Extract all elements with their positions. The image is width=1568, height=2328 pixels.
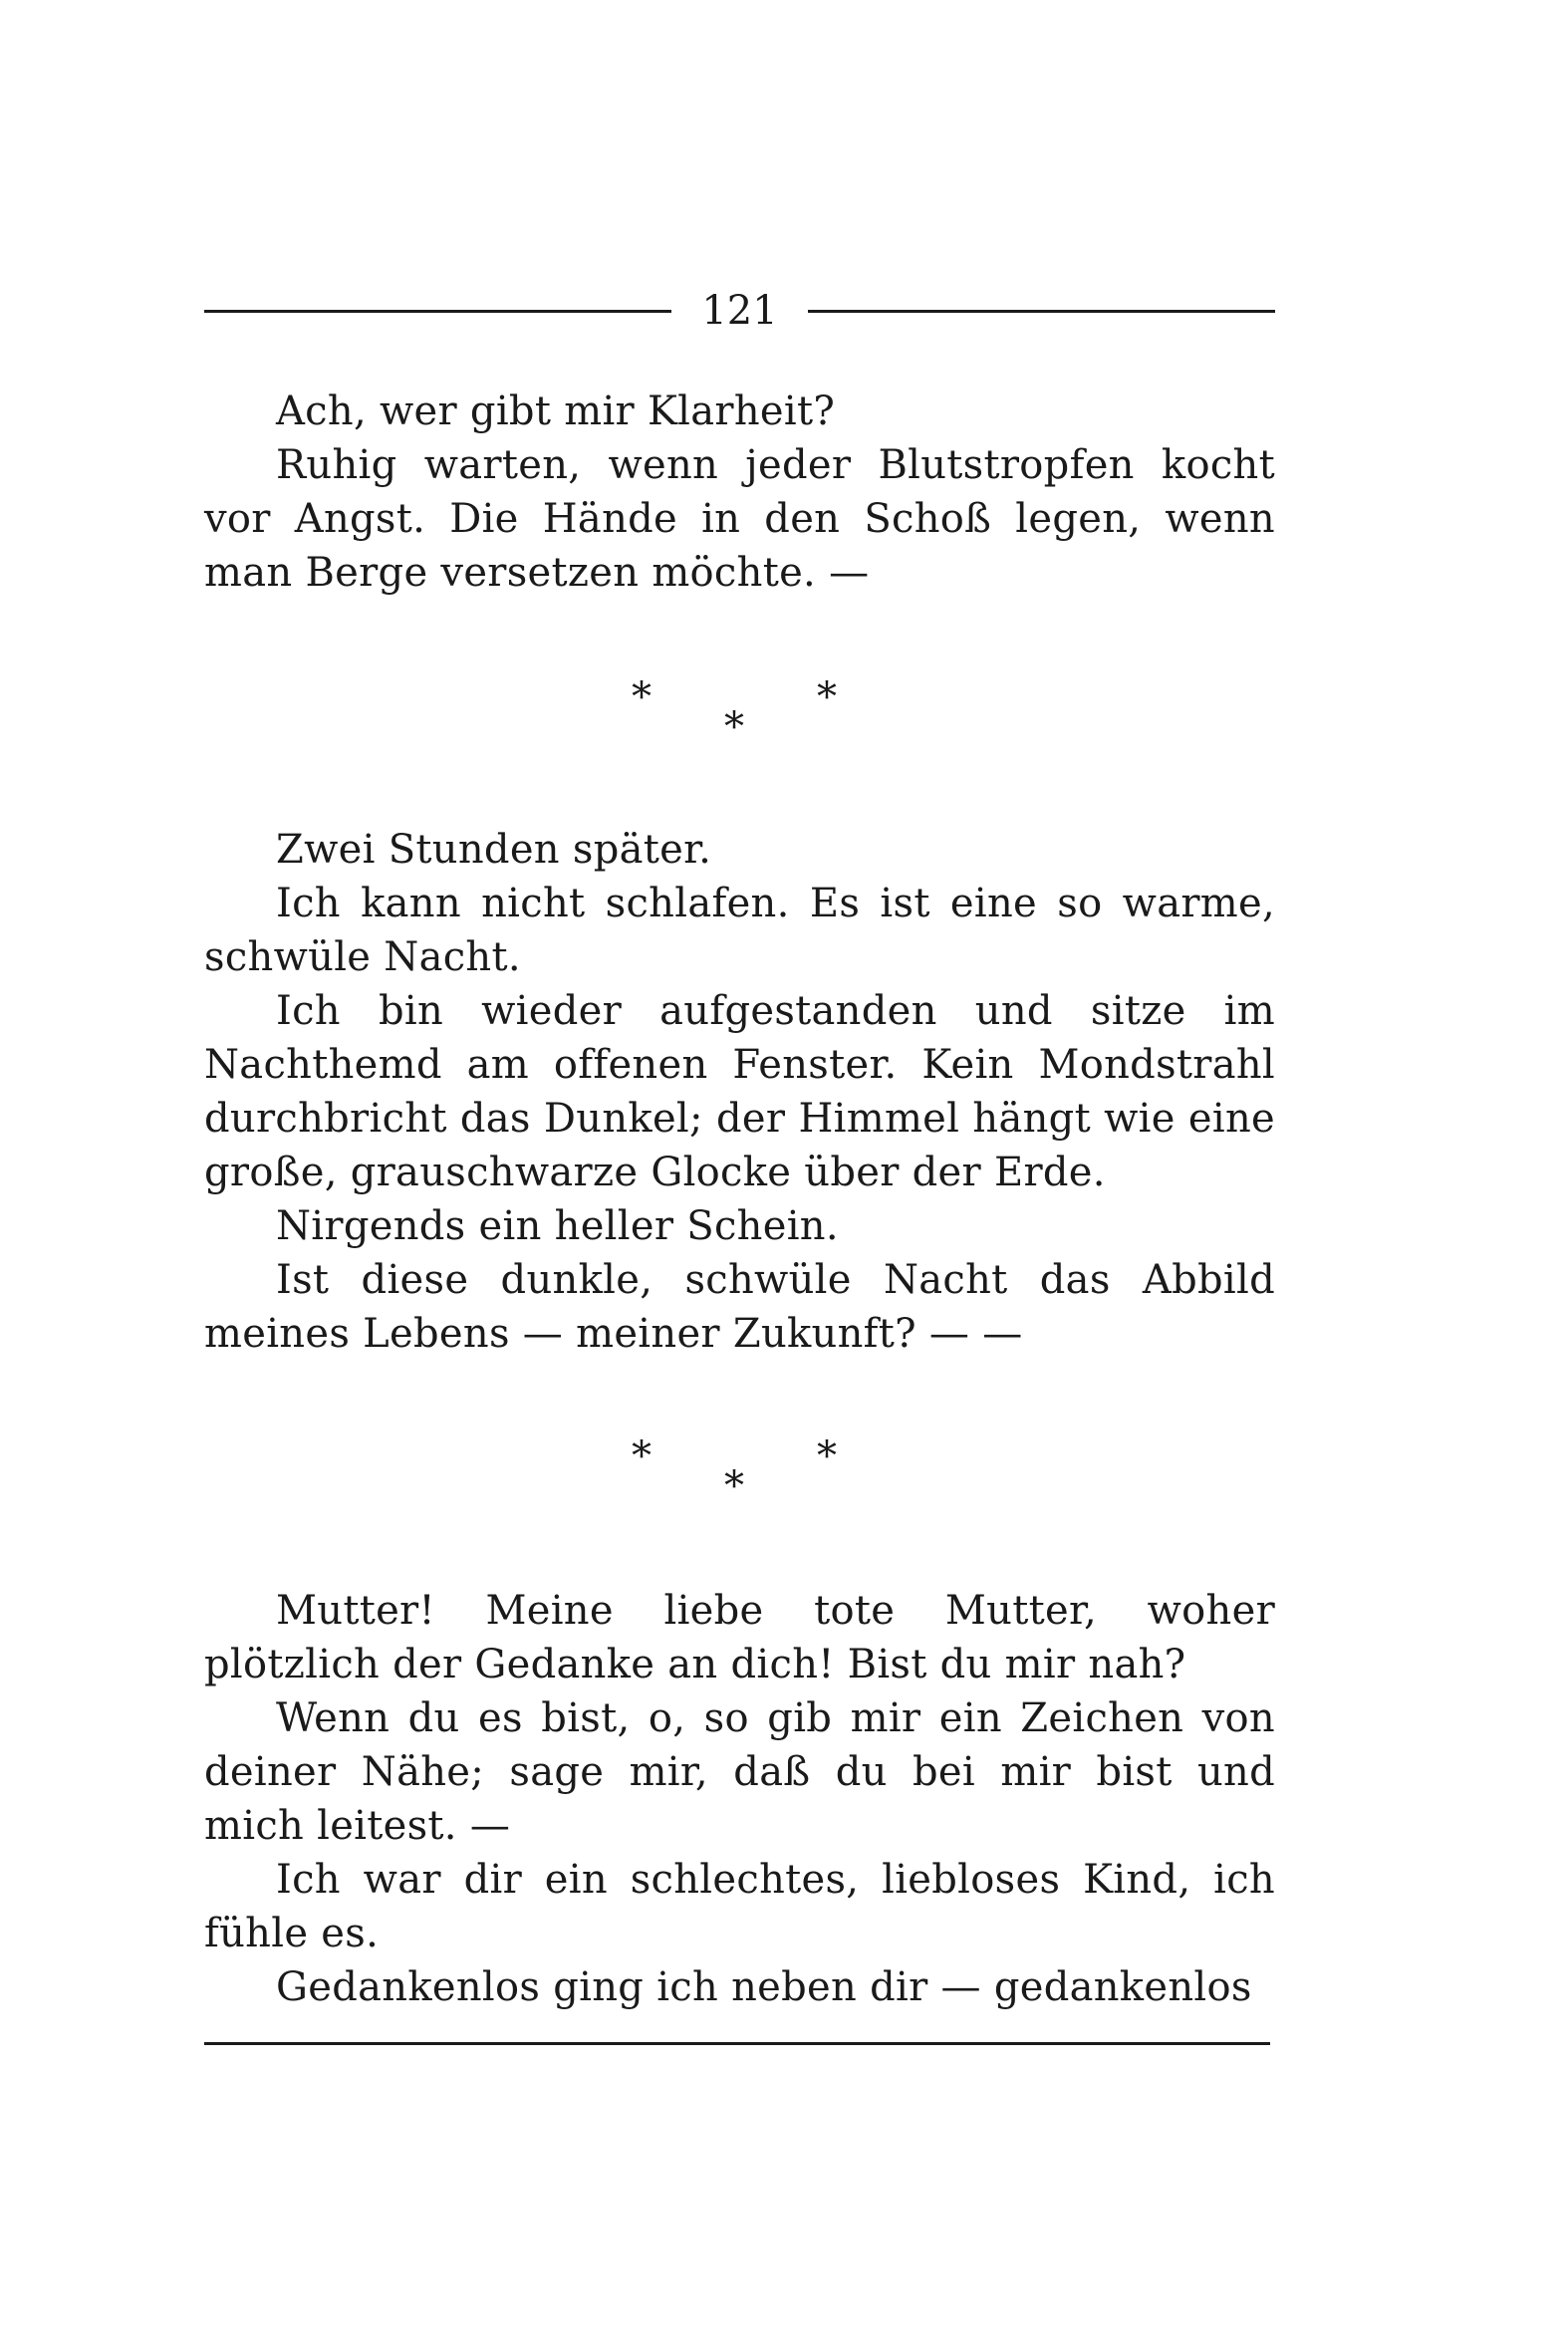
paragraph: Ist diese dunkle, schwüle Nacht das Abbild meines Lebens — meiner Zukunft? — — (204, 1257, 1275, 1357)
page-header (204, 281, 1275, 341)
asterisk-icon: * (817, 1433, 837, 1479)
paragraph: Ruhig warten, wenn jeder Blutstropfen kocht vor Angst. Die Hände in den Schoß legen, wenn man Berge versetzen möchte. — (204, 442, 1275, 596)
section-divider-asterism (618, 1426, 847, 1516)
paragraph: Zwei Stunden später. (276, 827, 712, 873)
section-divider-asterism (618, 667, 847, 757)
paragraph: Gedankenlos ging ich neben dir — gedankenlos (276, 1964, 1252, 2010)
section-3 (204, 1584, 1275, 2014)
footer-rule (204, 2042, 1270, 2045)
asterisk-icon: * (724, 704, 744, 750)
asterisk-icon: * (632, 674, 652, 720)
header-rule-right (808, 310, 1275, 313)
asterisk-icon: * (632, 1433, 652, 1479)
paragraph: Mutter! Meine liebe tote Mutter, woher plötzlich der Gedanke an dich! Bist du mir nah? (204, 1588, 1275, 1687)
paragraph: Ich kann nicht schlafen. Es ist eine so warme, schwüle Nacht. (204, 881, 1275, 980)
asterisk-icon: * (724, 1463, 744, 1509)
paragraph: Ich bin wieder aufgestanden und sitze im Nachthemd am offenen Fenster. Kein Mondstrahl durchbricht das Dunkel; der Himmel hängt wie eine große, grauschwarze Glocke über der Erde. (204, 988, 1275, 1195)
asterisk-icon: * (817, 674, 837, 720)
header-rule-left (204, 310, 671, 313)
section-1 (204, 385, 1275, 600)
section-2 (204, 823, 1275, 1361)
paragraph: Nirgends ein heller Schein. (276, 1203, 839, 1249)
paragraph: Ach, wer gibt mir Klarheit? (276, 388, 836, 434)
paragraph: Ich war dir ein schlechtes, liebloses Kind, ich fühle es. (204, 1857, 1275, 1956)
page-number: 121 (701, 288, 778, 334)
paragraph: Wenn du es bist, o, so gib mir ein Zeichen von deiner Nähe; sage mir, daß du bei mir bist und mich leitest. — (204, 1695, 1275, 1849)
